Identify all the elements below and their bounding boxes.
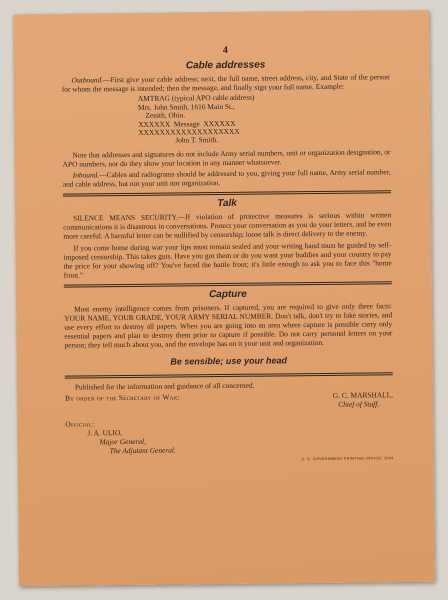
inbound-text: —Cables and radiograms should be addressed to you, giving your full name, Army serial number, and cable address, but not your unit nor organization.: [62, 167, 391, 189]
example-line: XXXXXX Message XXXXXX: [138, 118, 236, 129]
cable-addresses-heading: Cable addresses: [185, 59, 266, 72]
example-line: AMTRAG (typical APO cable address): [137, 93, 255, 104]
note-paragraph: Note that addresses and signatures do not include Army serial numbers, unit or organization designation, or APO numbers, nor do they show your location in any manner whatsoever.: [62, 147, 391, 169]
talk-paragraph-2: If you come home during war your lips must remain sealed and your writing hand must be guided by self-imposed censorship. This takes guts. Have you got them or do you want your buddies and your country to pay the price for your showing off? You've faced the battle front; it's little enough to ask you to face this "home front.": [63, 239, 392, 280]
official-rank: Major General,: [99, 436, 146, 447]
signer-title: Chief of Staff.: [338, 399, 380, 409]
official-title: The Adjutant General.: [109, 445, 176, 456]
outbound-text: —First give your cable address; next, the full name, street address, city, and State of the person for whom the message is intended; then the message, and finally sign your full name. Example:: [61, 72, 390, 94]
cable-example: [138, 93, 391, 146]
printer-imprint: U. S. GOVERNMENT PRINTING OFFICE: 1943: [301, 456, 394, 462]
example-line: John T. Smith.: [138, 135, 219, 146]
talk-heading: Talk: [217, 198, 237, 210]
page-number: 4: [222, 44, 228, 56]
inbound-label: Inbound.: [72, 170, 100, 180]
document-page: [13, 10, 435, 586]
official-label: Official:: [65, 419, 95, 429]
talk-paragraph-1: SILENCE MEANS SECURITY.—If violation of protective measures is serious within written communications it is disastrous in conversations. Protect your conversation as you do your letters, and be even more careful. A harmful letter can be nullified by censorship; loose talk is direct delivery to the enemy.: [63, 210, 392, 242]
outbound-label: Outbound.: [71, 75, 104, 85]
published-line: Published for the information and guidance of all concerned.: [74, 380, 255, 392]
official-name: J. A. ULIO,: [87, 427, 123, 438]
official-block: [65, 416, 393, 455]
order-line: By order of the Secretary of War:: [64, 392, 180, 403]
outbound-paragraph: [62, 72, 390, 94]
example-line: Zenith, Ohio.: [138, 110, 186, 121]
signer-name: G. C. MARSHALL,: [332, 389, 394, 400]
capture-heading: Capture: [208, 288, 247, 301]
capture-paragraph: Most enemy intelligence comes from prisoners. If captured, you are required to give only three facts: YOUR NAME, YOUR GRADE, YOUR ARMY SERIAL NUMBER. Don't talk, don't try to fake stories, and use every effort to destroy all papers. When you are going into an area where capture is possible carry only essential papers and plan to destroy them prior to capture if possible. Do not carry personal letters on your person; they tell much about you, and the envelope has on it your unit and organization.: [64, 301, 393, 351]
inbound-paragraph: [63, 167, 391, 189]
motto: Be sensible; use your head: [170, 354, 287, 367]
example-line: Mrs. John Smith, 1616 Main St.,: [137, 101, 235, 112]
example-line: XXXXXXXXXXXXXXXXXXX: [138, 126, 240, 137]
